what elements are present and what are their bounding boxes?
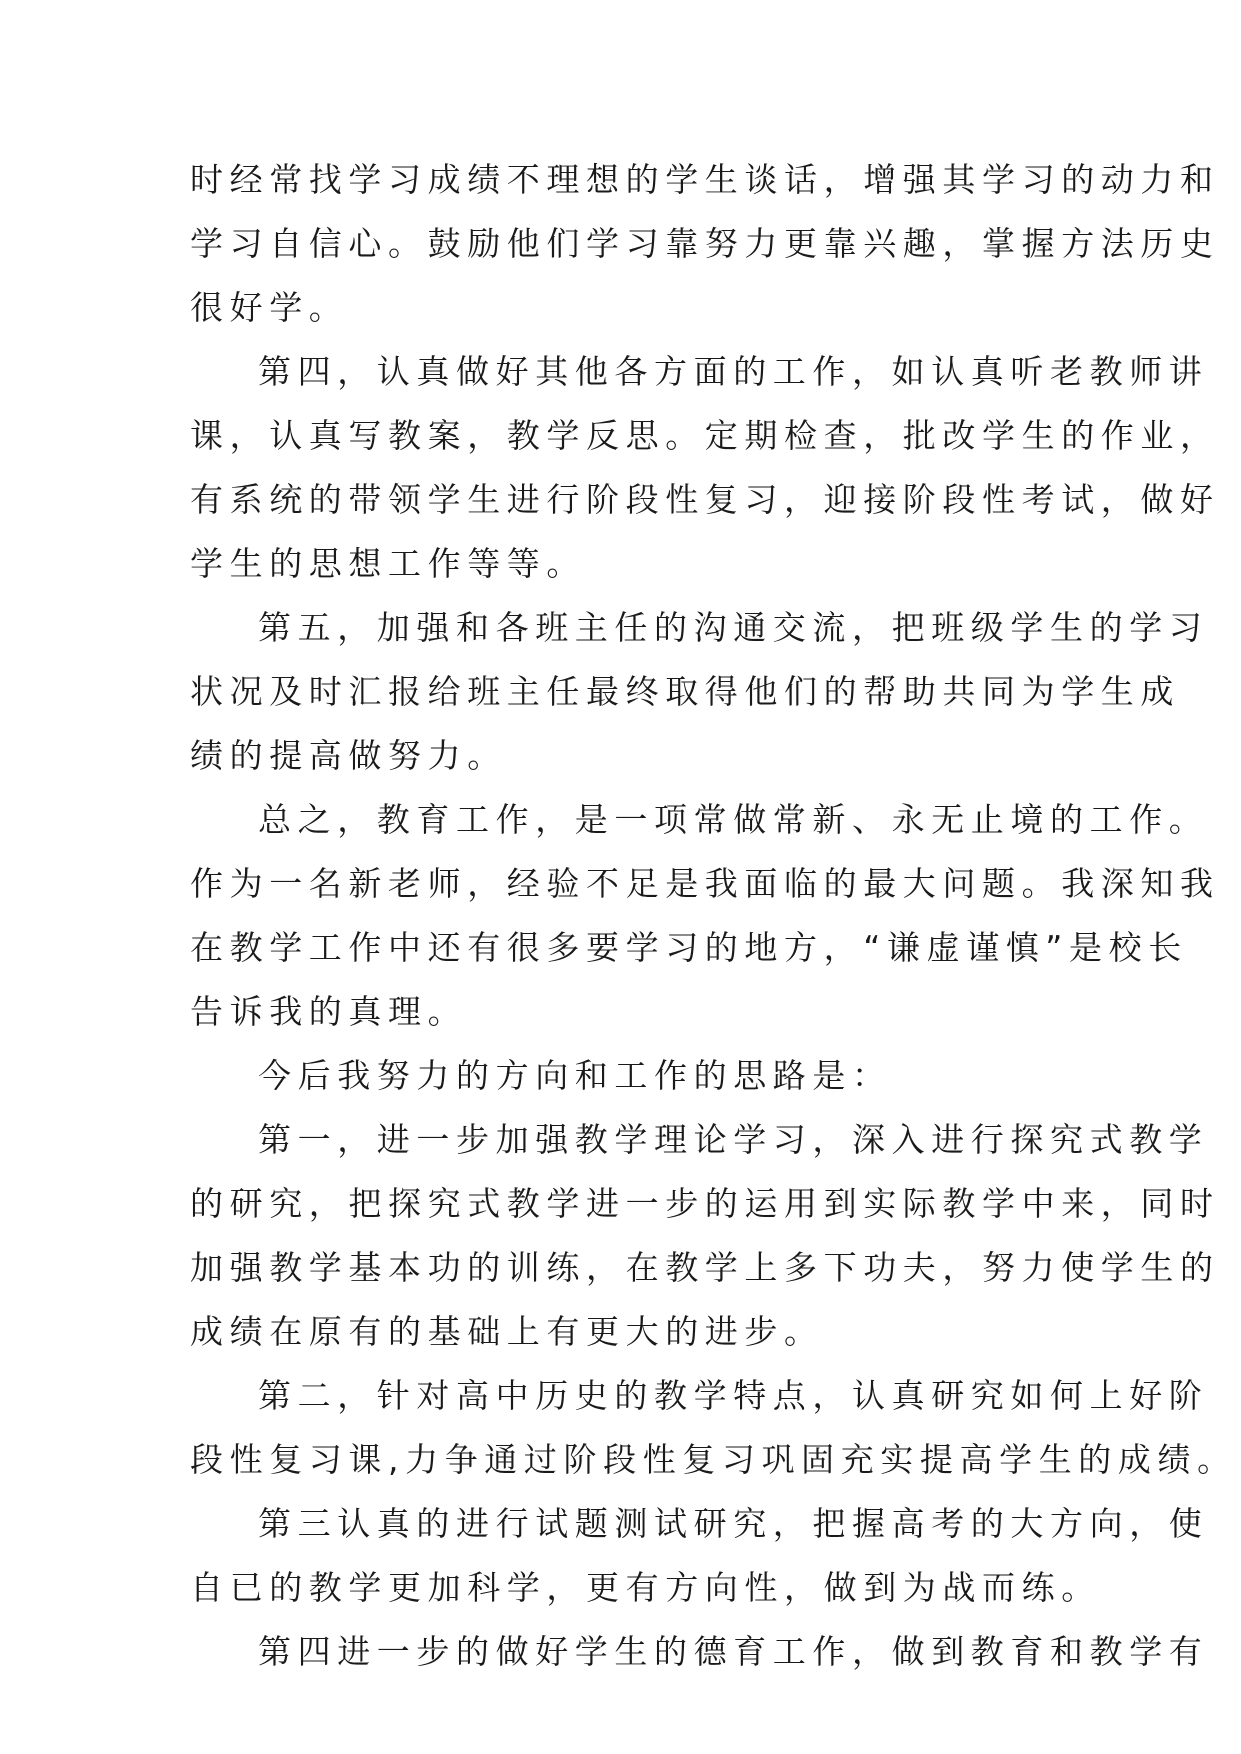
text-line: 加强教学基本功的训练，在教学上多下功夫，努力使学生的 [190,1248,1220,1287]
text-line: 学习自信心。鼓励他们学习靠努力更靠兴趣，掌握方法历史 [190,224,1220,263]
text-line: 段性复习课,力争通过阶段性复习巩固充实提高学生的成绩。 [190,1440,1237,1479]
paragraph-first-line: 今后我努力的方向和工作的思路是： [258,1056,892,1095]
text-line: 很好学。 [190,288,349,327]
paragraph-first-line: 第二，针对高中历史的教学特点，认真研究如何上好阶 [258,1376,1209,1415]
text-line: 在教学工作中还有很多要学习的地方，“谦虚谨慎”是校长 [190,928,1188,967]
text-line: 学生的思想工作等等。 [190,544,586,583]
text-line: 时经常找学习成绩不理想的学生谈话，增强其学习的动力和 [190,160,1220,199]
paragraph-first-line: 第三认真的进行试题测试研究，把握高考的大方向，使 [258,1504,1209,1543]
document-body [190,148,1237,1684]
text-line: 课，认真写教案，教学反思。定期检查，批改学生的作业， [190,416,1220,455]
text-line: 状况及时汇报给班主任最终取得他们的帮助共同为学生成 [190,672,1180,711]
paragraph-first-line: 第一，进一步加强教学理论学习，深入进行探究式教学 [258,1120,1209,1159]
text-line: 告诉我的真理。 [190,992,468,1031]
paragraph-first-line: 总之，教育工作，是一项常做常新、永无止境的工作。 [258,800,1209,839]
paragraph-first-line: 第五，加强和各班主任的沟通交流，把班级学生的学习 [258,608,1209,647]
text-line: 绩的提高做努力。 [190,736,507,775]
text-line: 的研究，把探究式教学进一步的运用到实际教学中来，同时 [190,1184,1220,1223]
text-line: 有系统的带领学生进行阶段性复习，迎接阶段性考试，做好 [190,480,1220,519]
paragraph-first-line: 第四进一步的做好学生的德育工作，做到教育和教学有 [258,1632,1209,1671]
paragraph-first-line: 第四，认真做好其他各方面的工作，如认真听老教师讲 [258,352,1209,391]
text-line: 自已的教学更加科学，更有方向性，做到为战而练。 [190,1568,1101,1607]
text-line: 成绩在原有的基础上有更大的进步。 [190,1312,824,1351]
text-line: 作为一名新老师，经验不足是我面临的最大问题。我深知我 [190,864,1220,903]
